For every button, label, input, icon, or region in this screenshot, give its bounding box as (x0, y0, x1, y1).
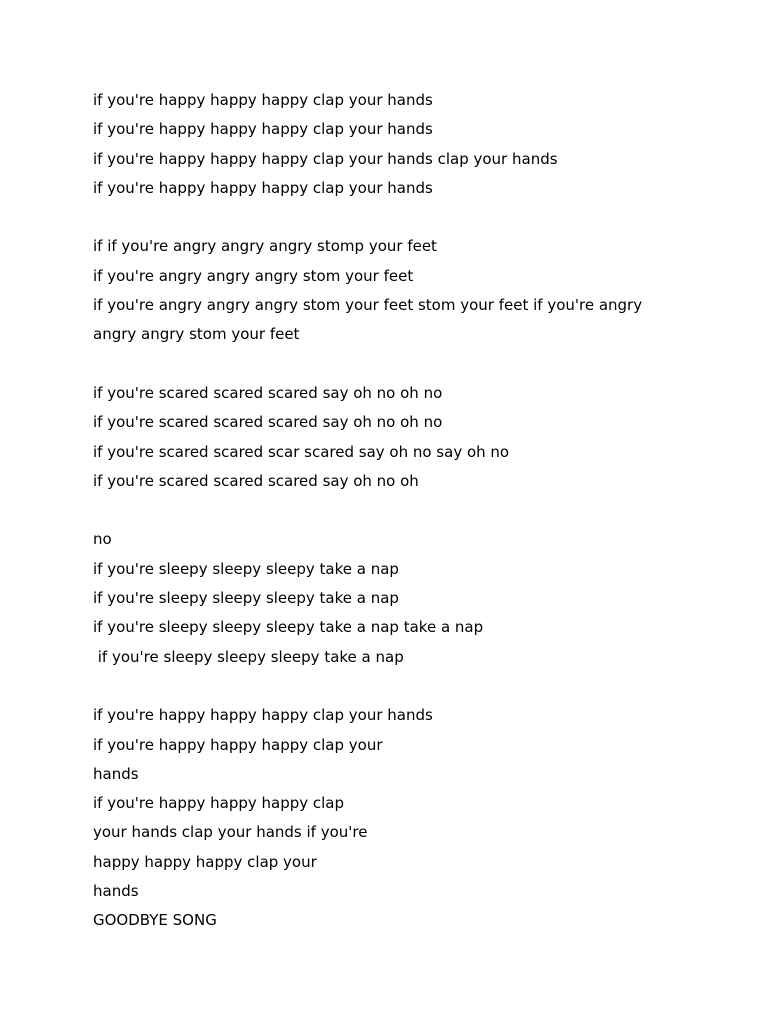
lyric-line: if if you're angry angry angry stomp your feet (93, 237, 437, 256)
lyric-line: if you're angry angry angry stom your feet (93, 266, 414, 285)
stanza-break (93, 203, 693, 232)
lyric-line: if you're scared scared scared say oh no oh (93, 471, 419, 490)
stanza-break (93, 350, 693, 379)
lyric-line: if you're sleepy sleepy sleepy take a nap (93, 589, 399, 608)
lyric-line: hands (93, 764, 139, 783)
lyric-line: angry angry stom your feet (93, 325, 300, 344)
lyric-line: if you're sleepy sleepy sleepy take a nap take a nap (93, 618, 484, 637)
lyric-line: if you're happy happy happy clap your hands (93, 91, 433, 109)
lyric-line: hands (93, 882, 139, 901)
lyric-line: if you're sleepy sleepy sleepy take a nap (93, 647, 404, 666)
lyric-line: if you're happy happy happy clap your (93, 735, 383, 754)
stanza-break (93, 672, 693, 701)
lyric-line: if you're angry angry angry stom your feet stom your feet if you're angry (93, 296, 643, 315)
song-title-goodbye: GOODBYE SONG (93, 911, 217, 930)
lyric-line: your hands clap your hands if you're (93, 823, 368, 842)
lyric-line: if you're sleepy sleepy sleepy take a nap (93, 559, 399, 578)
lyric-line: if you're happy happy happy clap your hands clap your hands (93, 149, 558, 168)
lyrics-text (93, 86, 693, 936)
lyric-line: if you're scared scared scar scared say oh no say oh no (93, 442, 510, 461)
lyric-line: if you're happy happy happy clap your hands (93, 178, 433, 197)
lyric-line: happy happy happy clap your (93, 852, 317, 871)
lyric-line: if you're scared scared scared say oh no oh no (93, 413, 443, 432)
stanza-break (93, 496, 693, 525)
lyric-line: if you're scared scared scared say oh no oh no (93, 383, 443, 402)
lyric-line: no (93, 530, 112, 549)
lyric-line: if you're happy happy happy clap (93, 794, 345, 813)
lyric-line: if you're happy happy happy clap your hands (93, 120, 433, 139)
lyric-line: if you're happy happy happy clap your hands (93, 706, 433, 725)
